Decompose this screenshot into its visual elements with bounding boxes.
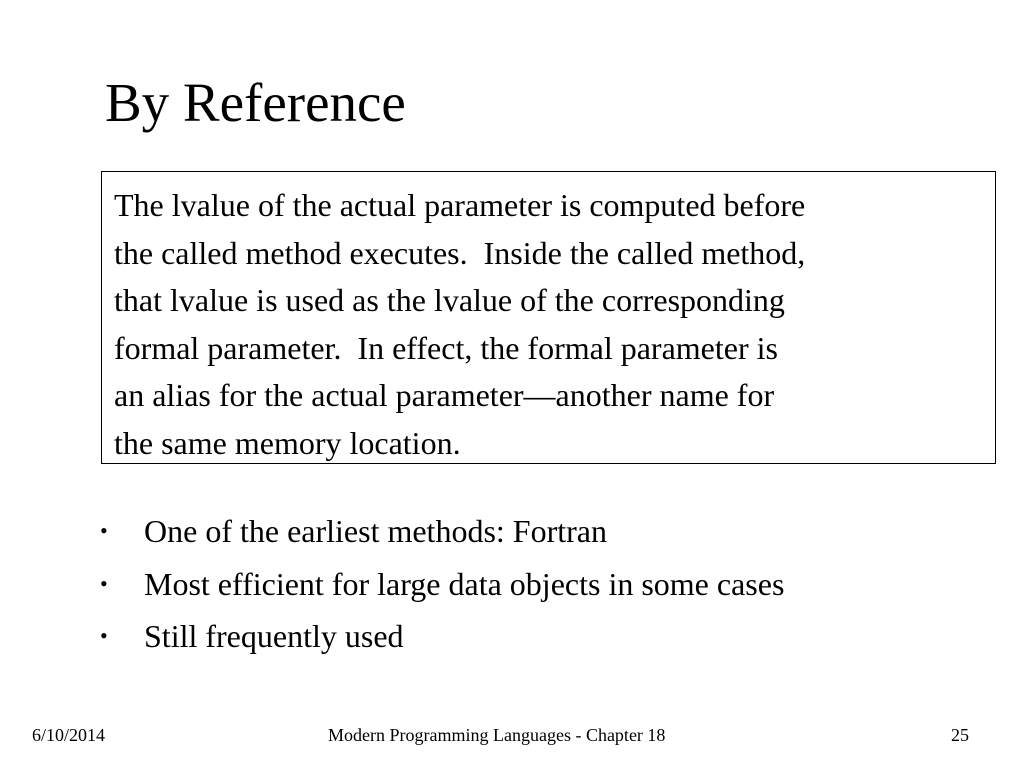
- bullet-text: Still frequently used: [144, 618, 404, 654]
- slide-title: By Reference: [105, 72, 406, 133]
- footer-date: 6/10/2014: [32, 725, 106, 745]
- definition-line: the called method executes. Inside the called method,: [114, 234, 806, 271]
- definition-line: The lvalue of the actual parameter is computed before: [114, 187, 806, 223]
- bullet-text: One of the earliest methods: Fortran: [144, 513, 607, 549]
- bullet-text: Most efficient for large data objects in some cases: [144, 565, 785, 602]
- definition-line: formal parameter. In effect, the formal parameter is: [114, 329, 778, 366]
- definition-line: the same memory location.: [114, 424, 461, 461]
- definition-box: [101, 171, 996, 464]
- bullet-dot-icon: •: [100, 570, 108, 596]
- footer-page-number: 25: [951, 725, 969, 745]
- bullet-dot-icon: •: [100, 623, 108, 648]
- footer-title: Modern Programming Languages - Chapter 18: [328, 725, 666, 745]
- definition-line: that lvalue is used as the lvalue of the corresponding: [114, 282, 785, 319]
- bullet-dot-icon: •: [100, 518, 108, 543]
- definition-line: an alias for the actual parameter—another name for: [114, 377, 775, 414]
